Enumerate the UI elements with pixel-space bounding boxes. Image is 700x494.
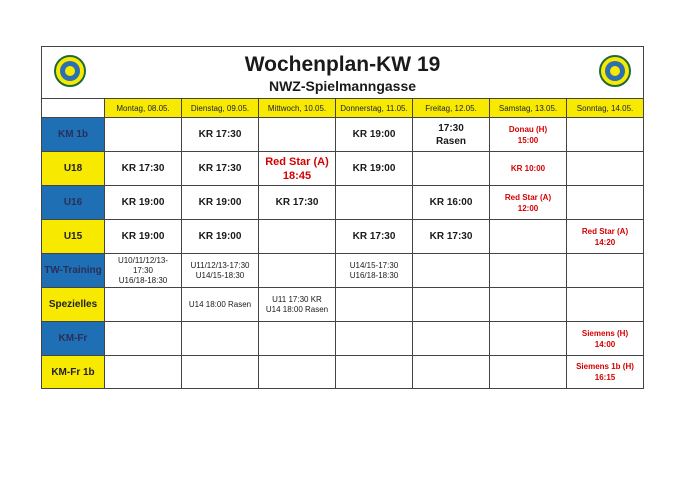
schedule-cell bbox=[490, 186, 567, 220]
schedule-cell bbox=[490, 288, 567, 322]
row-label: U18 bbox=[42, 152, 105, 186]
schedule-cell bbox=[567, 152, 644, 186]
schedule-cell bbox=[259, 356, 336, 389]
table-row bbox=[42, 288, 644, 322]
schedule-cell-text: KR 10:00 bbox=[510, 164, 546, 173]
schedule-cell bbox=[336, 322, 413, 356]
club-logo-left bbox=[54, 55, 86, 87]
day-header: Montag, 08.05. bbox=[105, 99, 182, 118]
schedule-cell bbox=[182, 288, 259, 322]
schedule-cell bbox=[259, 186, 336, 220]
row-label: Spezielles bbox=[42, 288, 105, 322]
header-cell bbox=[42, 47, 644, 99]
schedule-cell-text: KR 19:00 bbox=[198, 231, 242, 242]
club-logo-right bbox=[599, 55, 631, 87]
schedule-cell-text: 17:30 Rasen bbox=[435, 122, 466, 147]
table-row bbox=[42, 322, 644, 356]
schedule-cell-text: Siemens (H) 14:00 bbox=[581, 328, 629, 349]
schedule-cell-text: Siemens 1b (H) 16:15 bbox=[576, 362, 634, 382]
corner-cell bbox=[42, 99, 105, 118]
day-header: Donnerstag, 11.05. bbox=[336, 99, 413, 118]
day-header: Sonntag, 14.05. bbox=[567, 99, 644, 118]
row-label: KM-Fr bbox=[42, 322, 105, 356]
schedule-cell bbox=[413, 254, 490, 288]
schedule-cell bbox=[105, 186, 182, 220]
schedule-cell bbox=[490, 220, 567, 254]
schedule-cell bbox=[490, 322, 567, 356]
schedule-cell-text: KR 17:30 bbox=[429, 231, 473, 242]
table-row bbox=[42, 254, 644, 288]
schedule-cell-text: U14 18:00 Rasen bbox=[188, 299, 252, 309]
schedule-cell bbox=[336, 118, 413, 152]
schedule-cell bbox=[413, 186, 490, 220]
schedule-cell bbox=[413, 322, 490, 356]
schedule-cell-text: Red Star (A) 14:20 bbox=[581, 226, 629, 247]
day-header: Dienstag, 09.05. bbox=[182, 99, 259, 118]
schedule-cell bbox=[567, 186, 644, 220]
schedule-cell-text: KR 17:30 bbox=[198, 129, 242, 140]
schedule-table bbox=[41, 46, 644, 389]
row-label: KM 1b bbox=[42, 118, 105, 152]
schedule-cell bbox=[413, 220, 490, 254]
schedule-cell bbox=[413, 356, 490, 389]
schedule-cell bbox=[105, 322, 182, 356]
schedule-cell bbox=[490, 254, 567, 288]
table-row bbox=[42, 220, 644, 254]
page-subtitle: NWZ-Spielmanngasse bbox=[268, 78, 417, 94]
schedule-cell bbox=[567, 322, 644, 356]
schedule-cell bbox=[182, 118, 259, 152]
schedule-cell-text: KR 19:00 bbox=[121, 231, 165, 242]
schedule-cell bbox=[259, 288, 336, 322]
schedule-cell bbox=[259, 118, 336, 152]
day-header: Mittwoch, 10.05. bbox=[259, 99, 336, 118]
schedule-cell bbox=[336, 356, 413, 389]
schedule-cell bbox=[105, 220, 182, 254]
schedule-cell-text: KR 19:00 bbox=[352, 163, 396, 174]
schedule-cell bbox=[413, 288, 490, 322]
schedule-cell-text: KR 17:30 bbox=[275, 197, 319, 208]
schedule-cell-text: KR 19:00 bbox=[121, 197, 165, 208]
row-label: U15 bbox=[42, 220, 105, 254]
schedule-cell bbox=[490, 118, 567, 152]
schedule-cell bbox=[567, 118, 644, 152]
schedule-cell-text: KR 16:00 bbox=[429, 197, 473, 208]
page-title: Wochenplan-KW 19 bbox=[244, 53, 441, 76]
schedule-cell bbox=[182, 356, 259, 389]
schedule-cell bbox=[105, 356, 182, 389]
schedule-cell bbox=[259, 152, 336, 186]
schedule-cell-text: Red Star (A) 12:00 bbox=[504, 192, 552, 213]
row-label: TW-Training bbox=[42, 254, 105, 288]
schedule-cell-text: U14/15-17:30 U16/18-18:30 bbox=[349, 260, 399, 280]
schedule-cell-text: Red Star (A) 18:45 bbox=[265, 155, 329, 182]
schedule-cell-text: U10/11/12/13- 17:30 U16/18-18:30 bbox=[117, 255, 169, 285]
table-row bbox=[42, 186, 644, 220]
schedule-cell bbox=[413, 118, 490, 152]
schedule-cell bbox=[490, 356, 567, 389]
schedule-cell-text: KR 17:30 bbox=[121, 163, 165, 174]
schedule-cell bbox=[336, 220, 413, 254]
schedule-cell bbox=[105, 254, 182, 288]
table-row bbox=[42, 356, 644, 389]
schedule-cell bbox=[259, 254, 336, 288]
schedule-cell bbox=[413, 152, 490, 186]
schedule-cell-text: U11 17:30 KR U14 18:00 Rasen bbox=[265, 294, 329, 314]
schedule-cell-text: KR 17:30 bbox=[198, 163, 242, 174]
schedule-cell bbox=[105, 152, 182, 186]
schedule-cell-text: KR 19:00 bbox=[198, 197, 242, 208]
schedule-cell bbox=[182, 254, 259, 288]
schedule-cell-text: KR 17:30 bbox=[352, 231, 396, 242]
schedule-cell bbox=[336, 288, 413, 322]
schedule-cell bbox=[336, 152, 413, 186]
schedule-cell bbox=[182, 322, 259, 356]
schedule-cell bbox=[259, 322, 336, 356]
schedule-cell-text: KR 19:00 bbox=[352, 129, 396, 140]
schedule-cell-text: Donau (H) 15:00 bbox=[508, 124, 548, 145]
schedule-cell bbox=[336, 186, 413, 220]
schedule-cell bbox=[105, 118, 182, 152]
day-header: Samstag, 13.05. bbox=[490, 99, 567, 118]
table-row bbox=[42, 118, 644, 152]
row-label: KM-Fr 1b bbox=[42, 356, 105, 389]
schedule-cell bbox=[259, 220, 336, 254]
row-label: U16 bbox=[42, 186, 105, 220]
schedule-cell bbox=[567, 220, 644, 254]
schedule-cell bbox=[105, 288, 182, 322]
day-header: Freitag, 12.05. bbox=[413, 99, 490, 118]
schedule-cell bbox=[182, 220, 259, 254]
schedule-cell bbox=[182, 186, 259, 220]
schedule-cell bbox=[567, 356, 644, 389]
schedule-cell bbox=[490, 152, 567, 186]
schedule-cell bbox=[182, 152, 259, 186]
schedule-cell bbox=[567, 288, 644, 322]
table-row bbox=[42, 152, 644, 186]
schedule-cell bbox=[567, 254, 644, 288]
schedule-cell-text: U11/12/13-17:30 U14/15-18:30 bbox=[190, 260, 250, 280]
schedule-cell bbox=[336, 254, 413, 288]
